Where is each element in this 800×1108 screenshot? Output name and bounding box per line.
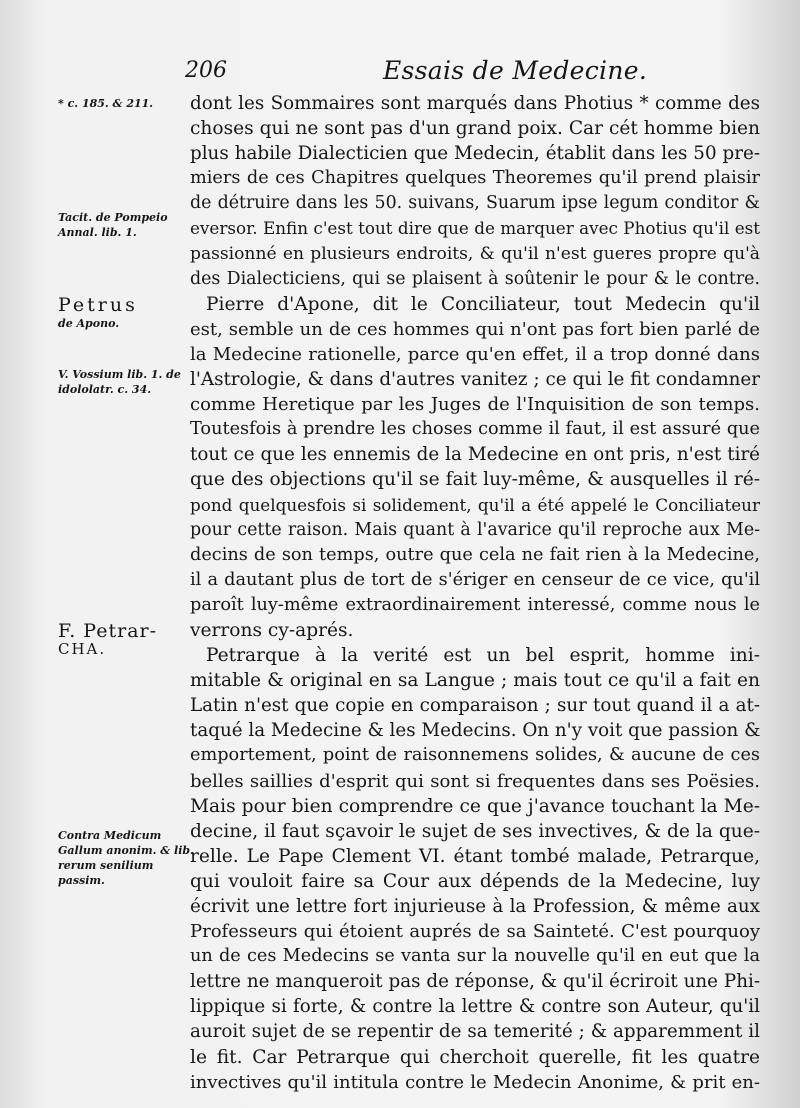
text-line: est, semble un de ces hommes qui n'ont pas fort bien parlé de: [190, 318, 760, 340]
text-line: decins de son temps, outre que cela ne fait rien à la Medecine,: [190, 544, 760, 565]
page-number: 206: [185, 58, 227, 83]
text-line: Mais pour bien comprendre ce que j'avance touchant la Me-: [190, 795, 760, 817]
text-line: relle. Le Pape Clement VI. étant tombé malade, Petrarque,: [190, 845, 760, 867]
margin-note-tacitus-ref: Tacit. de Pompeio Annal. lib. 1.: [58, 211, 168, 239]
margin-note-petrus: [58, 294, 198, 331]
text-line: auroit sujet de se repentir de sa temerité ; & apparemment il: [190, 1021, 760, 1043]
margin-notes: [0, 0, 200, 1108]
text-line: Latin n'est que copie en comparaison ; sur tout quand il a at-: [190, 695, 760, 717]
text-line: choses qui ne sont pas d'un grand poix. Car cét homme bien: [190, 118, 760, 140]
text-line: des Dialecticiens, qui se plaisent à soûtenir le pour & le contre.: [190, 268, 760, 289]
text-line: que des objections qu'il se fait luy-même, & ausquelles il ré-: [190, 469, 760, 491]
text-line: paroît luy-même extraordinairement interessé, comme nous le: [190, 594, 760, 615]
text-line: miers de ces Chapitres quelques Theoremes qu'il prend plaisir: [190, 168, 760, 189]
text-line: écrivit une lettre fort injurieuse à la Profession, & même aux: [190, 896, 760, 917]
margin-heading-petrus: Petrus: [58, 294, 138, 316]
margin-sub-cha: CHA.: [58, 640, 107, 658]
text-line: tout ce que les ennemis de la Medecine en ont pris, n'est tiré: [190, 444, 760, 466]
text-line: eversor. Enfin c'est tout dire que de marquer avec Photius qu'il est: [190, 218, 760, 239]
text-line: verrons cy-aprés.: [190, 619, 354, 641]
text-line: qui vouloit faire sa Cour aux dépends de la Medecine, luy: [190, 870, 760, 892]
text-line: Toutesfois à prendre les choses comme il faut, il est assuré que: [190, 419, 760, 440]
text-line: Pierre d'Apone, dit le Conciliateur, tout Medecin qu'il: [206, 293, 760, 315]
text-line: comme Heretique par les Juges de l'Inquisition de son temps.: [190, 394, 760, 416]
text-line: il a dautant plus de tort de s'ériger en censeur de ce vice, qu'il: [190, 569, 760, 590]
body-text: [190, 91, 760, 1095]
text-line: plus habile Dialecticien que Medecin, établit dans les 50 pre-: [190, 143, 760, 165]
text-line: passionné en plusieurs endroits, & qu'il n'est gueres propre qu'à: [190, 243, 760, 264]
running-title: Essais de Medecine.: [383, 56, 648, 85]
margin-note-photius-ref: * c. 185. & 211.: [58, 97, 154, 110]
margin-note-contra-medicum: Contra Medicum Gallum anonim. & lib. rerum senilium passim.: [58, 829, 194, 887]
margin-note-vossius-ref: V. Vossium lib. 1. de idololatr. c. 34.: [58, 368, 181, 396]
text-line: emportement, point de raisonnemens solides, & aucune de ces: [190, 745, 760, 766]
text-line: Petrarque à la verité est un bel esprit, homme ini-: [206, 645, 760, 667]
text-line: le fit. Car Petrarque qui cherchoit querelle, fit les quatre: [190, 1046, 760, 1068]
text-line: belles saillies d'esprit qui sont si frequentes dans ses Poësies.: [190, 770, 760, 792]
text-line: Professeurs qui étoient auprés de sa Sainteté. C'est pourquoy: [190, 921, 760, 943]
text-line: invectives qu'il intitula contre le Medecin Anonime, & prit en-: [190, 1071, 760, 1093]
text-line: decine, il faut sçavoir le sujet de ses invectives, & de la que-: [190, 820, 760, 842]
text-line: pour cette raison. Mais quant à l'avarice qu'il reproche aux Me-: [190, 519, 760, 540]
margin-sub-apono: de Apono.: [58, 317, 120, 330]
margin-note-petrarcha: [58, 620, 198, 657]
text-line: pond quelquesfois si solidement, qu'il a été appelé le Conciliateur: [190, 494, 760, 515]
text-line: lettre ne manqueroit pas de réponse, & qu'il écriroit une Phi-: [190, 971, 760, 993]
text-line: mitable & original en sa Langue ; mais tout ce qu'il a fait en: [190, 670, 760, 692]
text-line: de détruire dans les 50. suivans, Suarum ipse legum conditor &: [190, 193, 760, 214]
text-line: lippique si forte, & contre la lettre & contre son Auteur, qu'il: [190, 996, 760, 1018]
text-line: dont les Sommaires sont marqués dans Photius * comme des: [190, 93, 760, 114]
text-line: taqué la Medecine & les Medecins. On n'y voit que passion &: [190, 720, 760, 742]
margin-heading-petrarcha: F. Petrar-: [58, 620, 158, 642]
text-line: un de ces Medecins se vanta sur la nouvelle qu'il en eut que la: [190, 946, 760, 967]
text-line: la Medecine rationelle, parce qu'en effet, il a trop donné dans: [190, 343, 760, 365]
text-line: l'Astrologie, & dans d'autres vanitez ; ce qui le fit condamner: [190, 369, 760, 391]
